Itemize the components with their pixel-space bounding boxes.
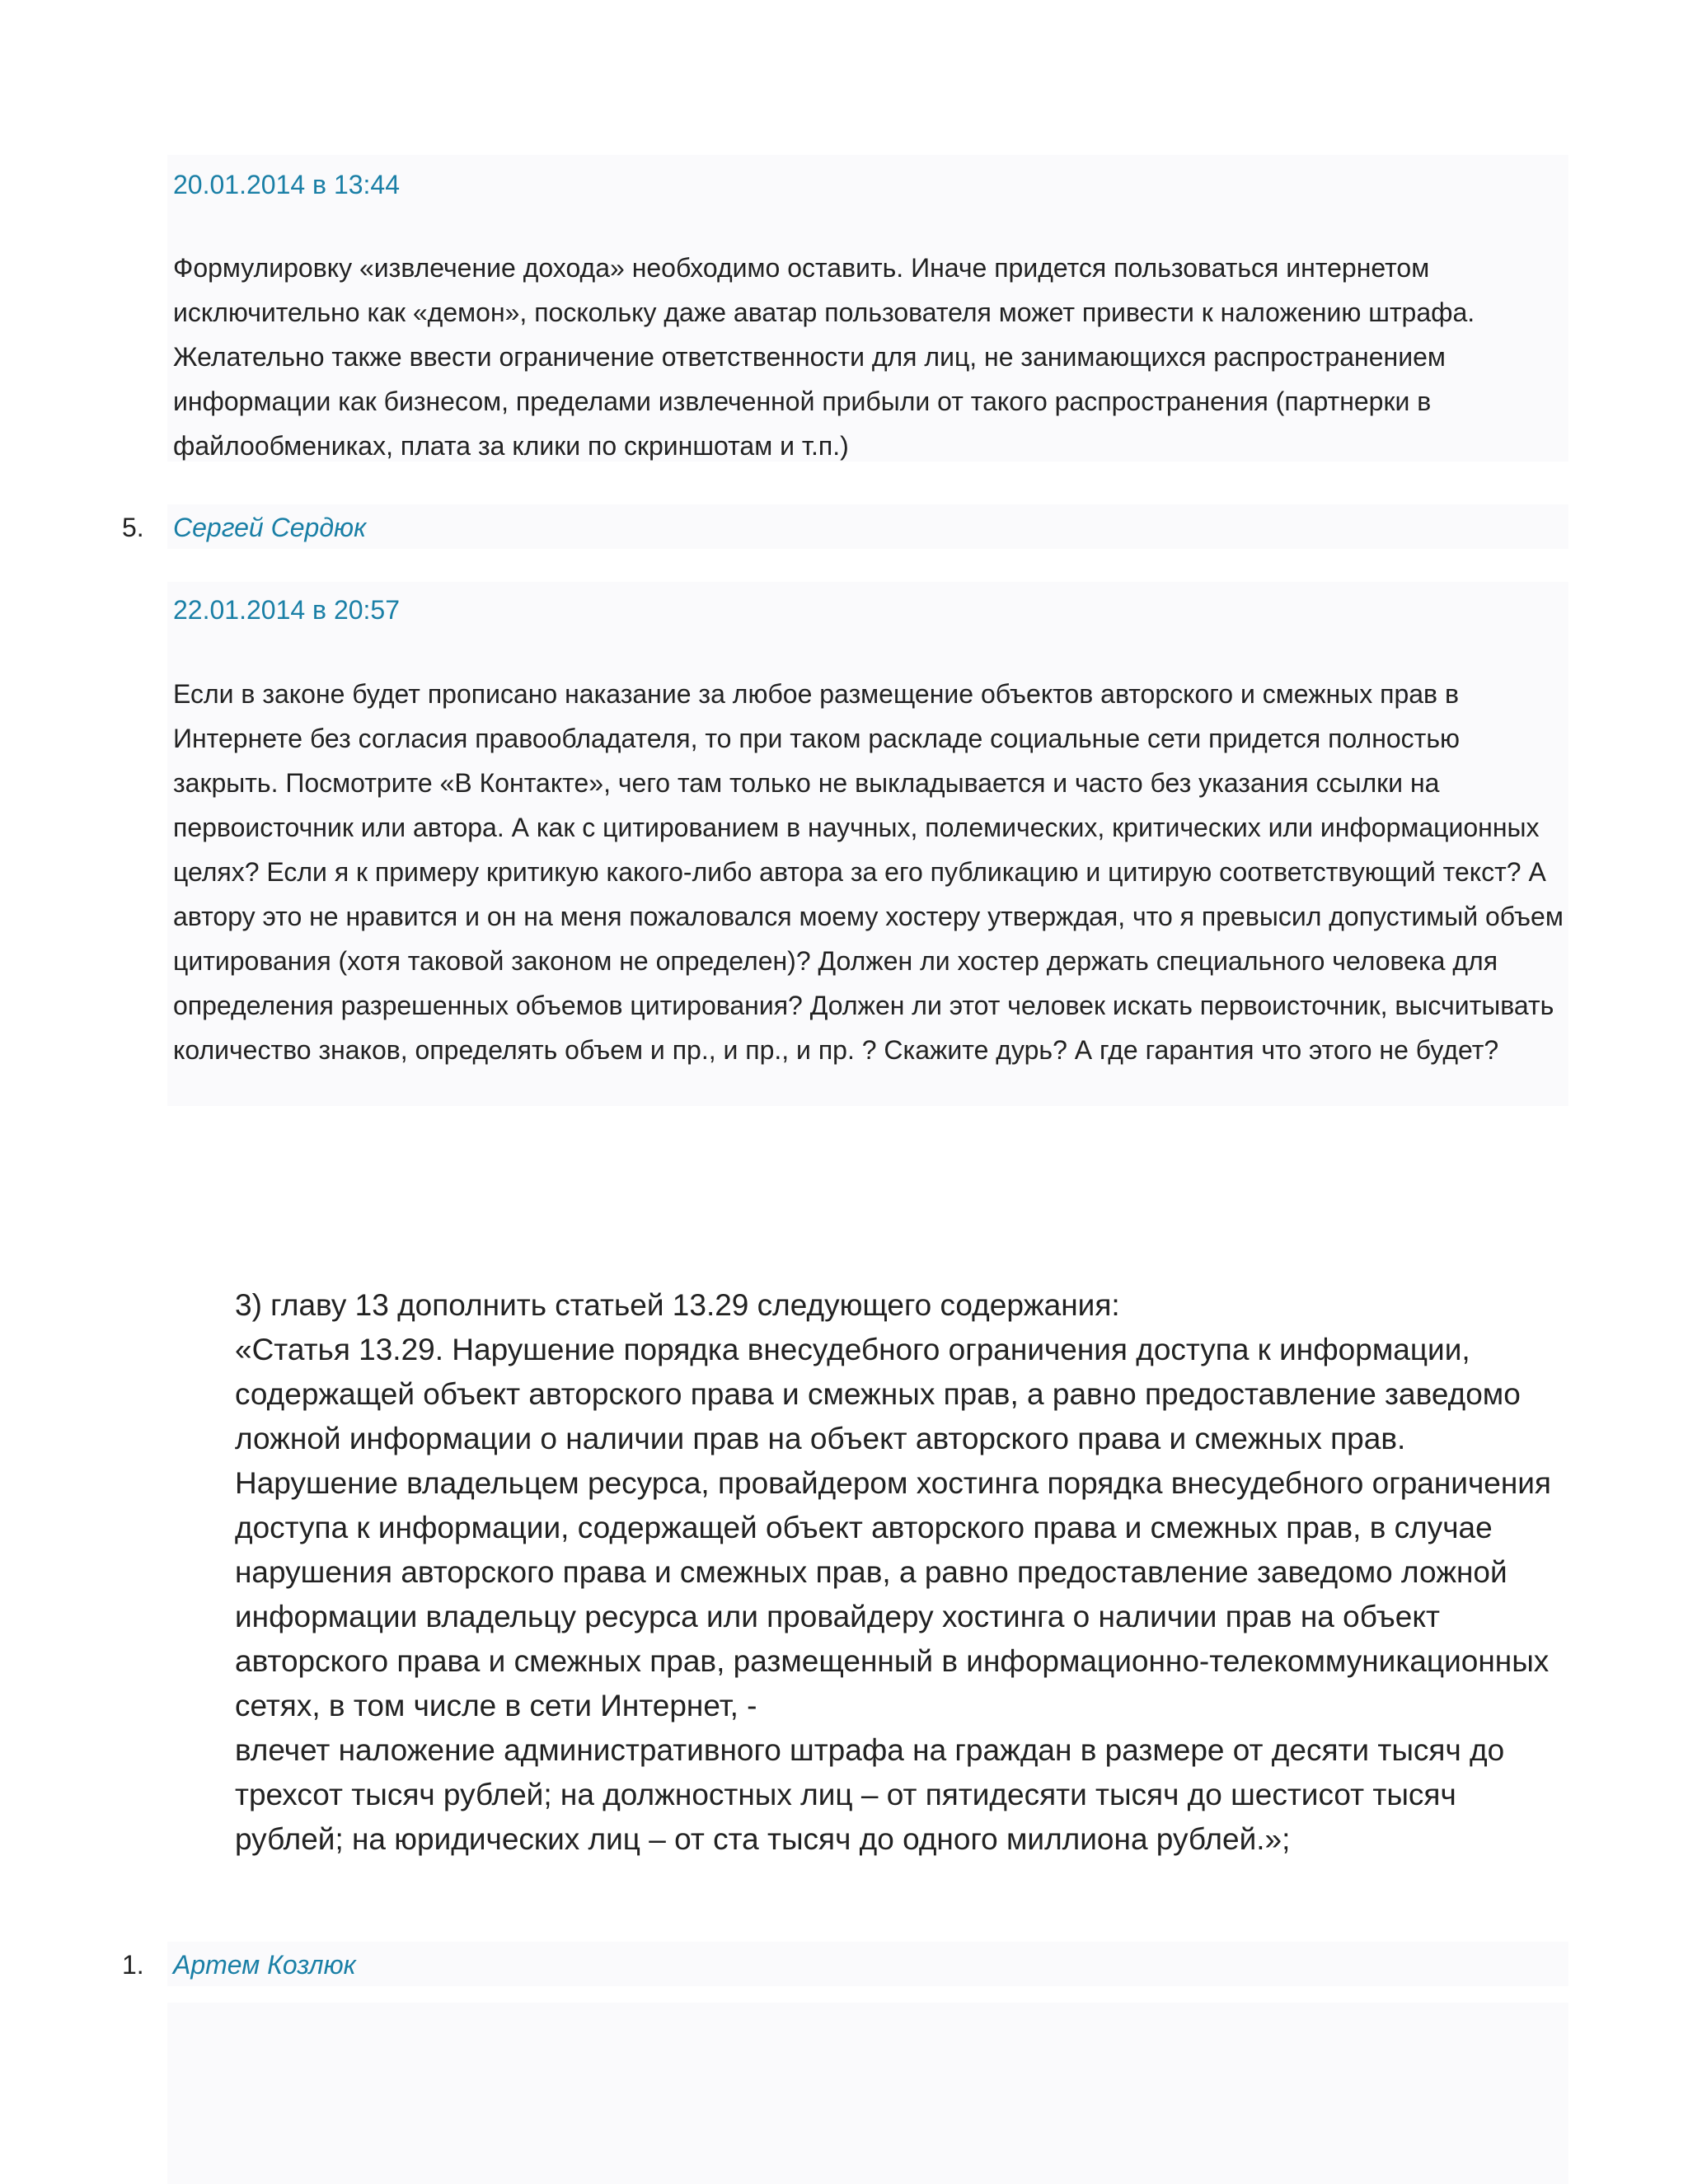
comment-block xyxy=(167,2003,1568,2184)
comment-date[interactable]: 22.01.2014 в 20:57 xyxy=(173,595,401,625)
comment-text xyxy=(173,246,1566,468)
comment-body: Если в законе будет прописано наказание за любое размещение объектов авторского и смежных прав в Интернете без согласия правообладателя, то при таком раскладе социальные сети придется полностью закрыть. Посмотрите «В Контакте», чего там только не выкладывается и часто без указания ссылки на первоисточник или автора. А как с цитированием в научных, полемических, критических или информационных целях? Если я к примеру критикую какого-либо автора за его публикацию и цитирую соответствующий текст? А автору это не нравится и он на меня пожаловался моему хостеру утверждая, что я превысил допустимый объем цитирования (хотя таковой законом не определен)? Должен ли хостер держать специального человека для определения разрешенных объемов цитирования? Должен ли этот человек искать первоисточник, высчитывать количество знаков, определять объем и пр., и пр., и пр. ? Скажите дурь? А где гарантия что этого не будет? xyxy=(173,679,1564,1065)
list-number: 1. xyxy=(122,1950,144,1980)
law-article-title: «Статья 13.29. Нарушение порядка внесудебного ограничения доступа к информации, содержащей объект авторского права и смежных прав, а равно предоставление заведомо ложной информации о наличии прав на объект авторского права и смежных прав. xyxy=(235,1333,1521,1455)
comment-author-row xyxy=(0,1942,1688,1986)
comment-author-link[interactable]: Сергей Сердюк xyxy=(173,513,367,542)
law-excerpt xyxy=(235,1283,1570,1862)
comment-author-row xyxy=(0,504,1688,549)
author-row-background xyxy=(167,504,1568,549)
law-line: Нарушение владельцем ресурса, провайдером хостинга порядка внесудебного ограничения доступа к информации, содержащей объект авторского права и смежных прав, в случае нарушения авторского права и смежных прав, а равно предоставление заведомо ложной информации владельцу ресурса или провайдеру хостинга о наличии прав на объект авторского права и смежных прав, размещенный в информационно-телекоммуникационных сетях, в том числе в сети Интернет, - xyxy=(235,1466,1551,1722)
comment-text xyxy=(173,672,1566,1072)
comment-date[interactable]: 20.01.2014 в 13:44 xyxy=(173,170,401,199)
law-line: влечет наложение административного штрафа на граждан в размере от десяти тысяч до трехсот тысяч рублей; на должностных лиц – от пятидесяти тысяч до шестисот тысяч рублей; на юридических лиц – от ста тысяч до одного миллиона рублей.»; xyxy=(235,1733,1505,1856)
comment-author-link[interactable]: Артем Козлюк xyxy=(173,1950,356,1980)
law-line: 3) главу 13 дополнить статьей 13.29 следующего содержания: xyxy=(235,1288,1120,1322)
author-row-background xyxy=(167,1942,1568,1986)
comment-body: Формулировку «извлечение дохода» необходимо оставить. Иначе придется пользоваться интернетом исключительно как «демон», поскольку даже аватар пользователя может привести к наложению штрафа. Желательно также ввести ограничение ответственности для лиц, не занимающихся распространением информации как бизнесом, пределами извлеченной прибыли от такого распространения (партнерки в файлообмениках, плата за клики по скриншотам и т.п.) xyxy=(173,253,1475,461)
list-number: 5. xyxy=(122,513,144,542)
